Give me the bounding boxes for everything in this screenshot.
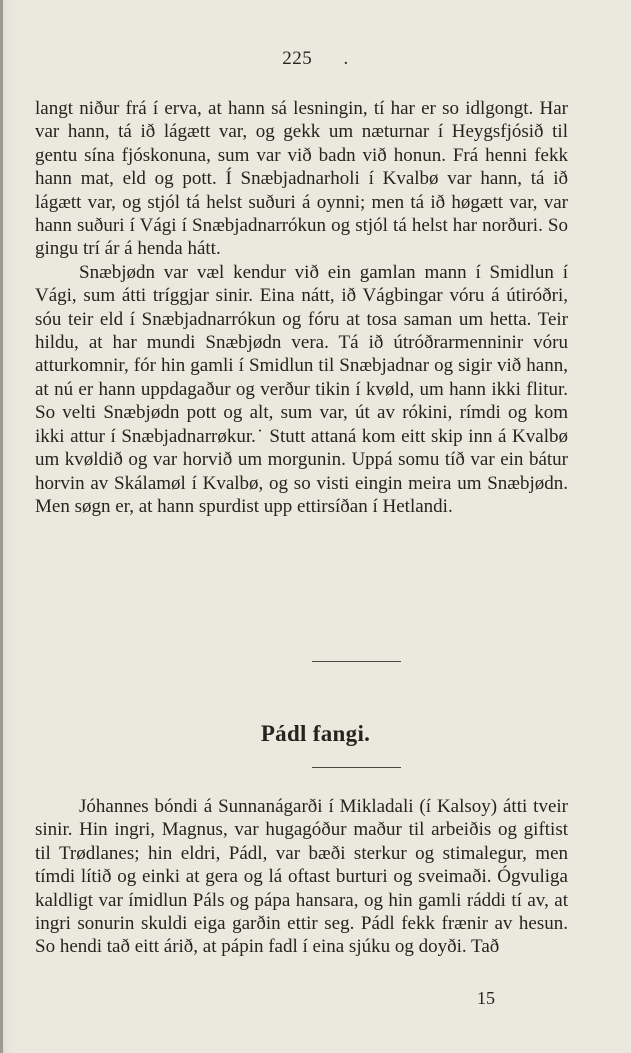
divider-rule — [312, 661, 401, 662]
paragraph: Jóhannes bóndi á Sunnanágarði í Mikladali (í Kalsoy) átti tveir sinir. Hin ingri, Magnus, var hugagóður maður til arbeiðis og giftist til Trødlanes; hin eldri, Pádl, var bæði sterkur og stimalegur, men tímdi lítið og einki at gera og lá oftast burturi og sveimaði. Ógvuliga kaldligt var ímidlun Páls og pápa hansara, og hin gamli ráddi tí av, at ingri sonurin skuldi eiga garðin ettir seg. Pádl fekk frænir av hesun. So hendi tað eitt árið, at pápin fadl í eina sjúku og doyði. Tað — [35, 796, 568, 958]
paragraph: Snæbjødn var væl kendur við ein gamlan mann í Smidlun í Vági, sum átti tríggjar sinir. Eina nátt, ið Vágbingar vóru á útiróðri, sóu teir eld í Snæbjadnarrókun og fóru at tosa saman um hetta. Teir hildu, at har mundi Snæbjødn vera. Tá ið útróðrarmenninir vóru atturkomnir, fór hin gamli í Smidlun til Snæbjadnar og sigir við hann, at nú er hann uppdagaður og verður tikin í kvøld, um hann ikki flitur. So velti Snæbjødn pott og alt, sum var, út av rókini, rímdi og kom ikki attur í Snæbjadnarrøkur.˙ Stutt attaná kom eitt skip inn á Kvalbø um kvøldið og var horvið um morgunin. Uppá somu tíð var ein bátur horvin av Skálamøl í Kvalbø, og so visti eingin meira um Snæbjødn. Men søgn er, at hann spurdist upp ettirsíðan í Hetlandi. — [35, 261, 568, 517]
divider-rule — [312, 767, 401, 768]
page-number-line — [0, 48, 631, 70]
page-spine-edge — [0, 0, 3, 1053]
story-body — [35, 795, 568, 959]
story-title: Pádl fangi. — [260, 721, 371, 746]
story-continuation — [35, 97, 568, 518]
paragraph: langt niður frá í erva, at hann sá lesningin, tí har er so idlgongt. Har var hann, tá ið lágætt var, og gekk um næturnar í Heygsfjósið til gentu sína fjóskonuna, sum var við badn við honun. Frá henni fekk hann mat, eld og pott. Í Snæbjadnarholi í Kvalbø var hann, tá ið lágætt var, og stjól tá helst suðuri á oynni; men tá ið høgætt var, var hann suðuri í Vági í Snæbjadnarrókun og stjól tá helst har norðuri. So gingu trí ár á henda hátt. — [35, 98, 568, 260]
signature-mark: 15 — [477, 988, 495, 1008]
page-number-mark: . — [343, 48, 349, 69]
page-number: 225 — [282, 48, 313, 69]
